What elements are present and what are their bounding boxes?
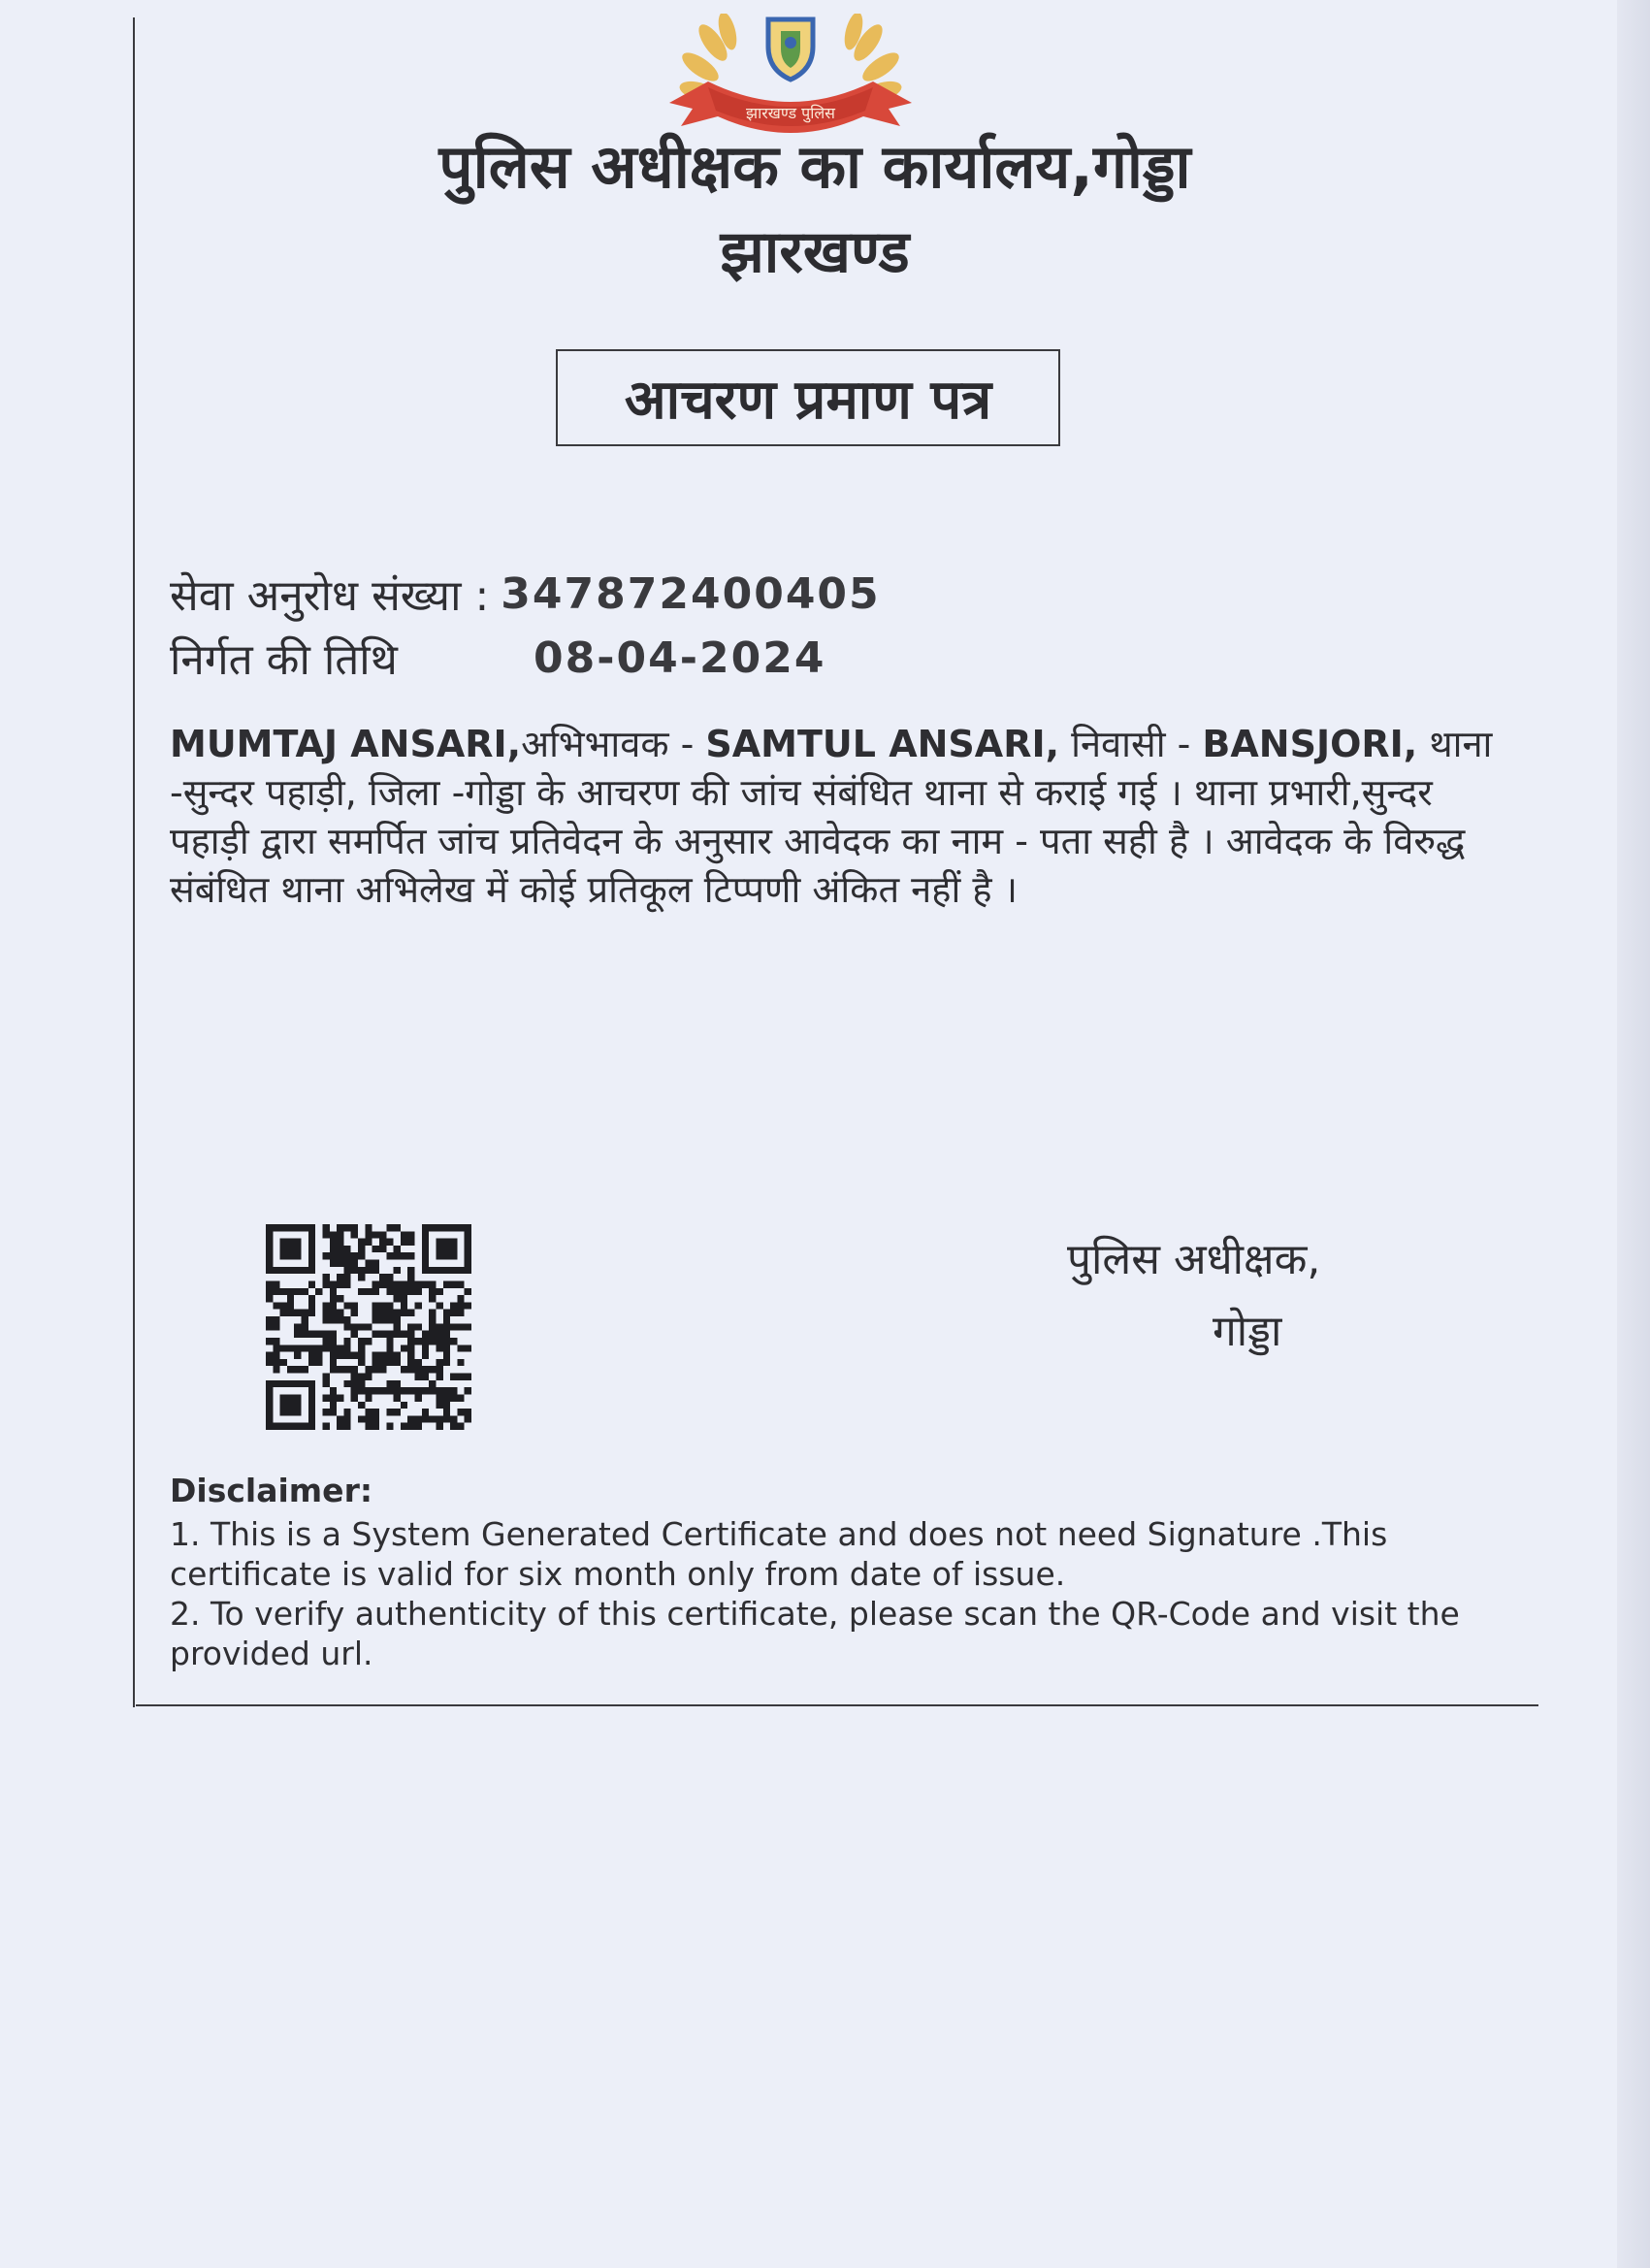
issue-date-value: 08-04-2024 (534, 632, 826, 683)
disclaimer-title: Disclaimer: (170, 1472, 373, 1509)
disclaimer-line-1: 1. This is a System Generated Certificate and does not need Signature .This certificate is valid for six month only from date of issue. (170, 1515, 1388, 1593)
signatory-designation: पुलिस अधीक्षक, (1067, 1235, 1321, 1284)
frame-left-border (133, 17, 135, 1707)
service-request-row (170, 563, 881, 625)
office-title: पुलिस अधीक्षक का कार्यालय,गोड्डा (438, 131, 1191, 202)
issue-date-label: निर्गत की तिथि (170, 635, 398, 685)
village-name: BANSJORI, (1202, 723, 1418, 765)
signatory-location: गोड्डा (1213, 1307, 1282, 1356)
applicant-name: MUMTAJ ANSARI, (170, 723, 522, 765)
certificate-body-paragraph (170, 720, 1508, 914)
certificate-title: आचरण प्रमाण पत्र (624, 369, 992, 432)
disclaimer-line-2: 2. To verify authenticity of this certificate, please scan the QR-Code and visit the provided url. (170, 1595, 1460, 1672)
service-request-number: 347872400405 (501, 568, 881, 619)
service-request-label: सेवा अनुरोध संख्या : (170, 571, 490, 621)
certificate-title-box (556, 349, 1060, 446)
signature-block (1067, 1224, 1397, 1368)
issue-date-row (170, 627, 825, 689)
guardian-label: अभिभावक - (521, 723, 706, 765)
emblem-banner-text: झारखण्ड पुलिस (745, 104, 836, 122)
frame-bottom-border (136, 1704, 1538, 1706)
verification-qr-code[interactable] (264, 1224, 473, 1430)
resident-label: निवासी - (1059, 723, 1203, 765)
disclaimer-section (170, 1471, 1470, 1673)
office-state: झारखण्ड (720, 218, 910, 286)
page-edge-shadow (1617, 0, 1650, 2268)
verification-text: थाना -सुन्दर पहाड़ी, जिला -गोड्डा के आचरण की जांच संबंधित थाना से कराई गई । थाना प्रभारी,सुन्दर पहाड़ी द्वारा समर्पित जांच प्रतिवेदन के अनुसार आवेदक का नाम - पता सही है । आवेदक के विरुद्ध संबंधित थाना अभिलेख में कोई प्रतिकूल टिप्पणी अंकित नहीं है । (170, 723, 1493, 911)
guardian-name: SAMTUL ANSARI, (705, 723, 1060, 765)
